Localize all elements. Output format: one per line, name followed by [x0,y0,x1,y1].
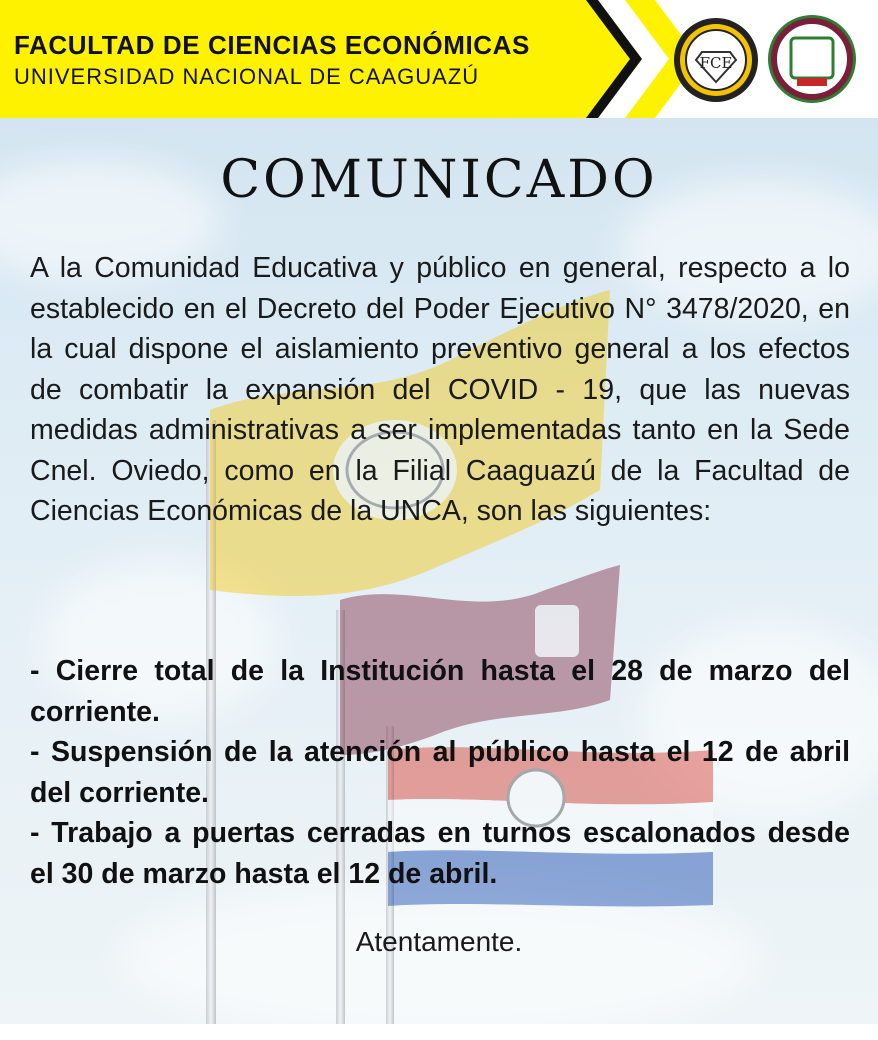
university-name: UNIVERSIDAD NACIONAL DE CAAGUAZÚ [14,64,480,89]
fce-seal-icon [672,16,760,104]
unca-seal-icon [767,14,857,104]
faculty-name: FACULTAD DE CIENCIAS ECONÓMICAS [14,30,530,60]
measure-item: - Trabajo a puertas cerradas en turnos escalonados desde el 30 de marzo hasta el 12 de abril. [30,817,850,890]
measure-item: - Cierre total de la Institución hasta el 28 de marzo del corriente. [30,655,850,728]
page-title: COMUNICADO [220,150,658,210]
announcement-body: A la Comunidad Educativa y público en general, respecto a lo establecido en el Decreto del Poder Ejecutivo N° 3478/2020, en la cual dispone el aislamiento preventivo general a los efectos de combatir la expansión del COVID - 19, que las nuevas medidas administrativas a ser implementadas tanto en la Sede Cnel. Oviedo, como en la Filial Caaguazú de la Facultad de Ciencias Económicas de la UNCA, son las siguientes: [30,252,850,527]
fce-seal-text: FCE [699,54,733,72]
header [0,0,878,118]
closing-text: Atentamente. [355,926,523,957]
measures-list [30,651,850,894]
measure-item: - Suspensión de la atención al público hasta el 12 de abril del corriente. [30,736,850,809]
